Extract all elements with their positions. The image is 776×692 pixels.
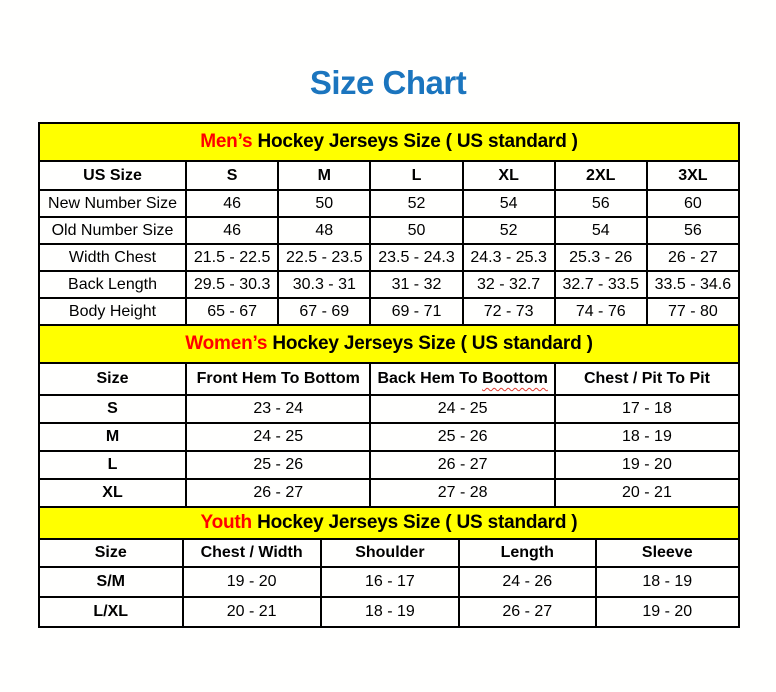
column-header: S — [186, 161, 278, 190]
table-cell: 69 - 71 — [370, 298, 462, 325]
table-cell: 16 - 17 — [321, 567, 459, 597]
table-cell: 26 - 27 — [459, 597, 596, 627]
mens-size-table — [38, 122, 740, 326]
row-label: Body Height — [39, 298, 186, 325]
table-cell: 33.5 - 34.6 — [647, 271, 739, 298]
table-row — [39, 479, 739, 507]
table-cell: 23 - 24 — [186, 395, 370, 423]
womens-section-name: Women’s — [185, 333, 268, 354]
mens-section-title: Hockey Jerseys Size ( US standard ) — [257, 131, 578, 152]
table-cell: 25 - 26 — [370, 423, 554, 451]
youth-size-table — [38, 506, 740, 628]
table-cell: 56 — [647, 217, 739, 244]
table-cell: 19 - 20 — [183, 567, 321, 597]
youth-section-name: Youth — [200, 512, 252, 533]
table-cell: 67 - 69 — [278, 298, 370, 325]
table-cell: 26 - 27 — [186, 479, 370, 507]
spellcheck-squiggle-word: Boottom — [482, 370, 548, 387]
table-cell: 19 - 20 — [596, 597, 740, 627]
table-cell: 48 — [278, 217, 370, 244]
column-header: XL — [463, 161, 555, 190]
table-cell: 23.5 - 24.3 — [370, 244, 462, 271]
table-cell: 52 — [370, 190, 462, 217]
table-cell: 24.3 - 25.3 — [463, 244, 555, 271]
table-cell: 52 — [463, 217, 555, 244]
row-label: S — [39, 395, 186, 423]
column-header-misspelled — [370, 363, 554, 395]
table-cell: 27 - 28 — [370, 479, 554, 507]
table-cell: 74 - 76 — [555, 298, 647, 325]
column-header: Sleeve — [596, 539, 740, 567]
womens-size-table — [38, 324, 740, 508]
table-cell: 17 - 18 — [555, 395, 739, 423]
table-row — [39, 423, 739, 451]
youth-header-row — [39, 539, 739, 567]
table-cell: 26 - 27 — [370, 451, 554, 479]
table-cell: 20 - 21 — [555, 479, 739, 507]
table-row — [39, 271, 739, 298]
table-row — [39, 451, 739, 479]
table-cell: 26 - 27 — [647, 244, 739, 271]
mens-header-row — [39, 161, 739, 190]
row-label: L — [39, 451, 186, 479]
table-cell: 18 - 19 — [321, 597, 459, 627]
table-cell: 20 - 21 — [183, 597, 321, 627]
table-cell: 46 — [186, 190, 278, 217]
column-header: Front Hem To Bottom — [186, 363, 370, 395]
table-row — [39, 298, 739, 325]
youth-section-title: Hockey Jerseys Size ( US standard ) — [257, 512, 578, 533]
row-label: S/M — [39, 567, 183, 597]
column-header: M — [278, 161, 370, 190]
table-cell: 32 - 32.7 — [463, 271, 555, 298]
table-cell: 24 - 25 — [370, 395, 554, 423]
column-header: Chest / Pit To Pit — [555, 363, 739, 395]
column-header: 2XL — [555, 161, 647, 190]
table-row — [39, 244, 739, 271]
mens-section-name: Men’s — [200, 131, 253, 152]
table-cell: 50 — [278, 190, 370, 217]
back-hem-prefix: Back Hem To — [377, 370, 483, 387]
column-header: Chest / Width — [183, 539, 321, 567]
table-cell: 65 - 67 — [186, 298, 278, 325]
table-cell: 24 - 26 — [459, 567, 596, 597]
page-title: Size Chart — [309, 64, 467, 101]
column-header: L — [370, 161, 462, 190]
table-cell: 19 - 20 — [555, 451, 739, 479]
table-cell: 25.3 - 26 — [555, 244, 647, 271]
table-cell: 29.5 - 30.3 — [186, 271, 278, 298]
column-header: Length — [459, 539, 596, 567]
table-cell: 31 - 32 — [370, 271, 462, 298]
column-header: Shoulder — [321, 539, 459, 567]
youth-section-header — [39, 507, 739, 539]
womens-section-band-row — [39, 325, 739, 363]
table-cell: 22.5 - 23.5 — [278, 244, 370, 271]
womens-section-header — [39, 325, 739, 363]
table-cell: 24 - 25 — [186, 423, 370, 451]
row-label: New Number Size — [39, 190, 186, 217]
column-header: 3XL — [647, 161, 739, 190]
row-label: XL — [39, 479, 186, 507]
womens-section-title: Hockey Jerseys Size ( US standard ) — [272, 333, 593, 354]
row-label: L/XL — [39, 597, 183, 627]
table-row — [39, 395, 739, 423]
table-row — [39, 217, 739, 244]
table-cell: 32.7 - 33.5 — [555, 271, 647, 298]
size-chart-tables — [38, 122, 740, 628]
youth-section-band-row — [39, 507, 739, 539]
womens-header-row — [39, 363, 739, 395]
table-cell: 18 - 19 — [596, 567, 740, 597]
table-cell: 18 - 19 — [555, 423, 739, 451]
table-cell: 72 - 73 — [463, 298, 555, 325]
row-label: M — [39, 423, 186, 451]
table-row — [39, 190, 739, 217]
table-row — [39, 597, 739, 627]
table-cell: 21.5 - 22.5 — [186, 244, 278, 271]
table-cell: 60 — [647, 190, 739, 217]
table-cell: 50 — [370, 217, 462, 244]
table-cell: 30.3 - 31 — [278, 271, 370, 298]
row-label: Old Number Size — [39, 217, 186, 244]
column-header: Size — [39, 363, 186, 395]
row-label: Width Chest — [39, 244, 186, 271]
table-row — [39, 567, 739, 597]
table-cell: 56 — [555, 190, 647, 217]
table-cell: 46 — [186, 217, 278, 244]
column-header: US Size — [39, 161, 186, 190]
mens-section-header — [39, 123, 739, 161]
table-cell: 54 — [463, 190, 555, 217]
table-cell: 25 - 26 — [186, 451, 370, 479]
column-header: Size — [39, 539, 183, 567]
table-cell: 54 — [555, 217, 647, 244]
mens-section-band-row — [39, 123, 739, 161]
row-label: Back Length — [39, 271, 186, 298]
table-cell: 77 - 80 — [647, 298, 739, 325]
